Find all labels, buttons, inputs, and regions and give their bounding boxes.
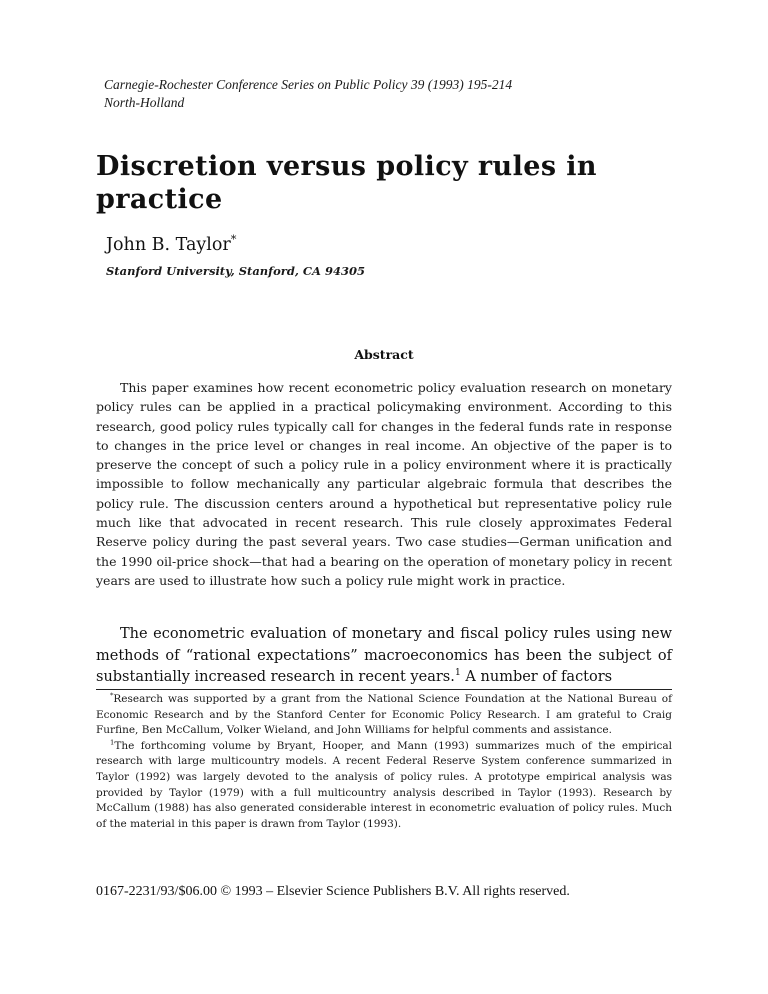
body-paragraph bbox=[96, 624, 672, 689]
body-text-start: The econometric evaluation of monetary and fiscal policy rules using new methods of “rational expectations” macroeconomics has been the subject of substantially increased research in recent years. bbox=[96, 626, 672, 685]
footnote-1 bbox=[96, 739, 672, 833]
journal-citation bbox=[104, 76, 512, 112]
article-title: Discretion versus policy rules in practice bbox=[96, 151, 597, 215]
footnote-author bbox=[96, 692, 672, 739]
footnote-divider bbox=[96, 689, 672, 690]
author-name-text: John B. Taylor bbox=[106, 235, 231, 255]
author-affiliation: Stanford University, Stanford, CA 94305 bbox=[106, 264, 365, 278]
footnotes bbox=[96, 692, 672, 832]
copyright-line: 0167-2231/93/$06.00 © 1993 – Elsevier Science Publishers B.V. All rights reserved. bbox=[96, 884, 570, 899]
footnote-mark: 1 bbox=[110, 738, 115, 747]
footnote-ref-1: 1 bbox=[454, 667, 461, 679]
journal-series-line: Carnegie-Rochester Conference Series on Public Policy 39 (1993) 195-214 bbox=[104, 77, 513, 92]
footnote-text: Research was supported by a grant from the National Science Foundation at the National Bureau of Economic Research and by the Stanford Center for Economic Policy Research. I am grateful to Craig Furfine, Ben McCallum, Volker Wieland, and John Williams for helpful comments and assistance. bbox=[96, 693, 672, 737]
abstract-text: This paper examines how recent econometric policy evaluation research on monetary policy rules can be applied in a practical policymaking environment. According to this research, good policy rules typically call for changes in the federal funds rate in response to changes in the price level or changes in real income. An objective of the paper is to preserve the concept of such a policy rule in a policy environment where it is practically impossible to follow mechanically any particular algebraic formula that describes the policy rule. The discussion centers around a hypothetical but representative policy rule much like that advocated in recent research. This rule closely approximates Federal Reserve policy during the past several years. Two case studies—German unification and the 1990 oil-price shock—that had a bearing on the operation of monetary policy in recent years are used to illustrate how such a policy rule might work in practice. bbox=[96, 380, 672, 588]
footnote-mark: * bbox=[110, 691, 114, 700]
footnote-text: The forthcoming volume by Bryant, Hooper, and Mann (1993) summarizes much of the empirical research with large multicountry models. A recent Federal Reserve System conference summarized in Taylor (1992) was largely devoted to the analysis of policy rules. A prototype empirical analysis was provided by Taylor (1979) with a full multicountry analysis described in Taylor (1993). Research by McCallum (1988) has also generated considerable interest in econometric evaluation of policy rules. Much of the material in this paper is drawn from Taylor (1993). bbox=[96, 739, 672, 830]
author-footnote-mark: * bbox=[230, 232, 237, 247]
body-text-end: A number of factors bbox=[460, 669, 613, 685]
abstract-heading: Abstract bbox=[354, 347, 414, 362]
publisher-line: North-Holland bbox=[104, 95, 185, 110]
author-name bbox=[106, 234, 236, 256]
